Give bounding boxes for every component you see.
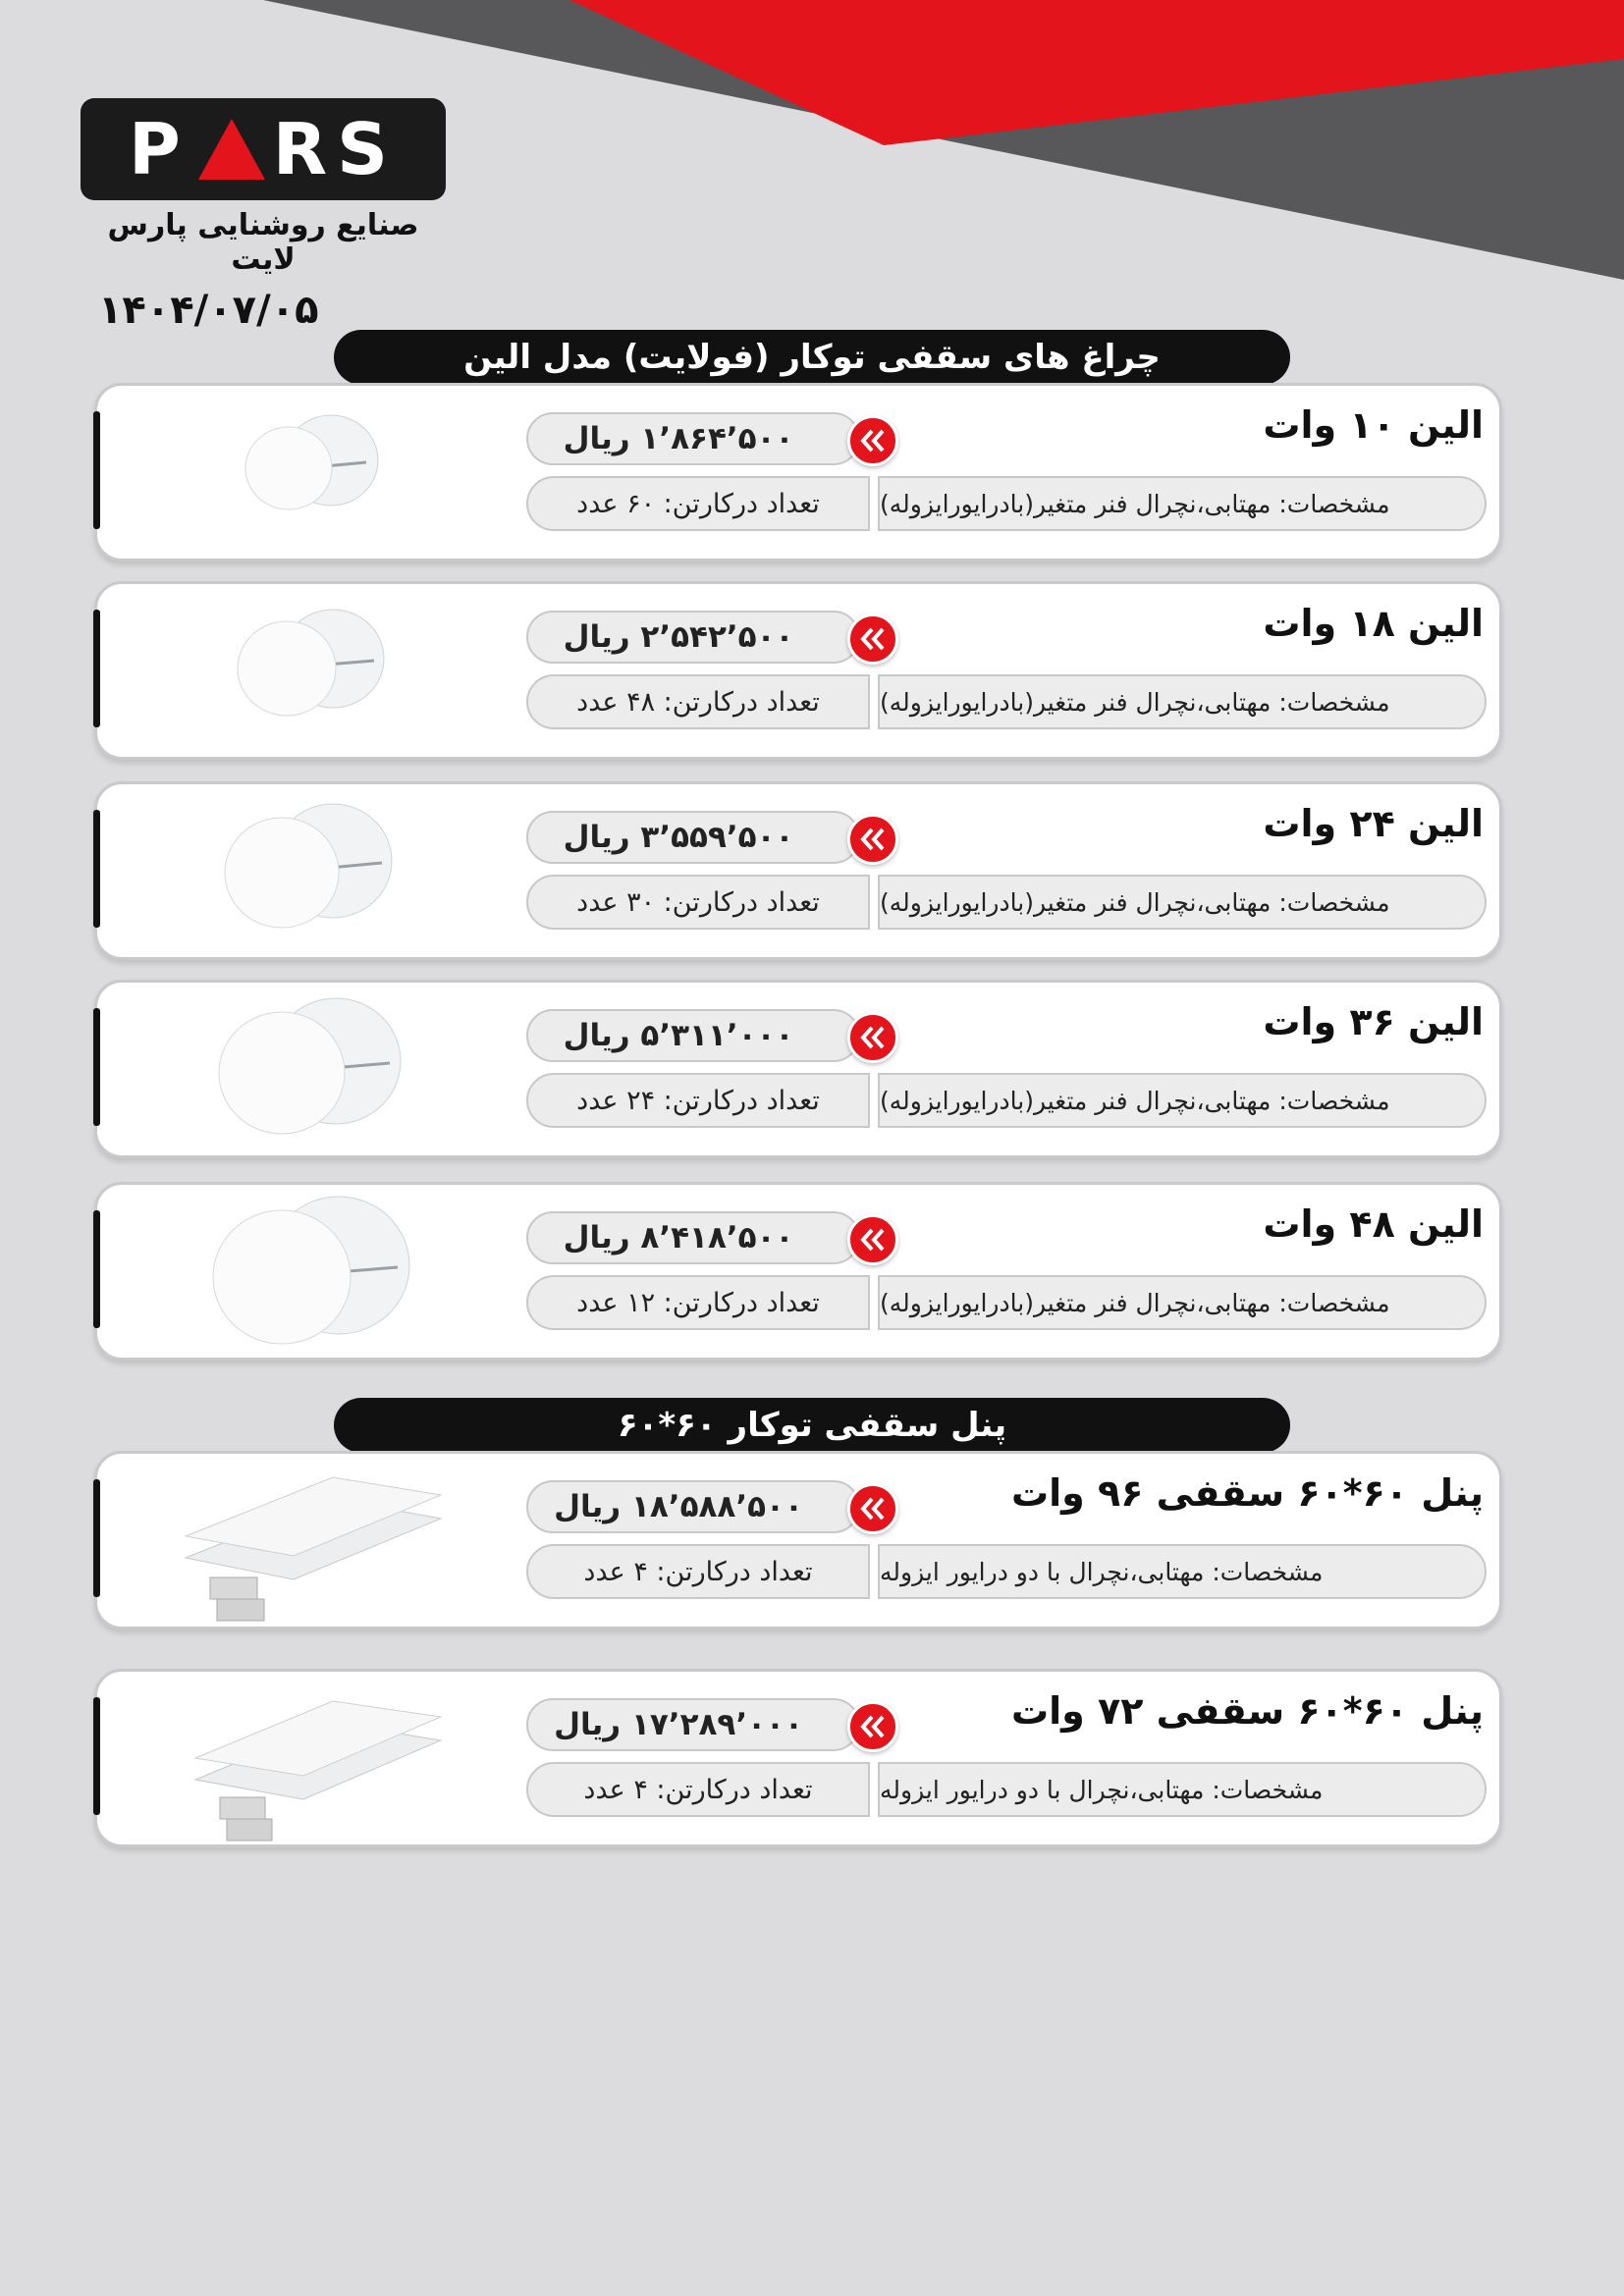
round-panel-light-image — [156, 988, 451, 1155]
double-chevron-icon[interactable] — [847, 1701, 898, 1752]
card-accent-bar — [93, 411, 100, 529]
quantity-per-carton: تعداد درکارتن: ۴۸ عدد — [526, 674, 870, 729]
card-accent-bar — [93, 1479, 100, 1597]
double-chevron-icon[interactable] — [847, 814, 898, 865]
product-card — [94, 1451, 1502, 1629]
price-pill: ۱۷٬۲۸۹٬۰۰۰ ریال — [526, 1698, 860, 1751]
product-name: الین ۱۰ وات — [1263, 403, 1484, 447]
price-pill: ۳٬۵۵۹٬۵۰۰ ریال — [526, 811, 860, 864]
quantity-per-carton: تعداد درکارتن: ۶۰ عدد — [526, 476, 870, 531]
logo-letters-rs: RS — [272, 108, 399, 190]
round-panel-light-image — [156, 590, 451, 757]
price-pill: ۵٬۳۱۱٬۰۰۰ ریال — [526, 1009, 860, 1062]
logo-letter-p: P — [128, 108, 190, 190]
price-pill: ۱۸٬۵۸۸٬۵۰۰ ریال — [526, 1480, 860, 1533]
product-name: الین ۴۸ وات — [1263, 1202, 1484, 1246]
card-accent-bar — [93, 810, 100, 928]
price-pill: ۲٬۵۴۲٬۵۰۰ ریال — [526, 611, 860, 664]
logo-triangle-icon — [198, 119, 265, 180]
quantity-per-carton: تعداد درکارتن: ۴ عدد — [526, 1544, 870, 1599]
product-card — [94, 581, 1502, 760]
quantity-per-carton: تعداد درکارتن: ۴ عدد — [526, 1762, 870, 1817]
product-spec: مشخصات: مهتابی،نچرال فنر متغیر(بادرایورایزوله) — [878, 1275, 1487, 1330]
product-card — [94, 1669, 1502, 1847]
round-panel-light-image — [156, 1191, 451, 1358]
product-spec: مشخصات: مهتابی،نچرال فنر متغیر(بادرایورایزوله) — [878, 1073, 1487, 1128]
double-chevron-icon[interactable] — [847, 415, 898, 466]
quantity-per-carton: تعداد درکارتن: ۳۰ عدد — [526, 875, 870, 930]
product-spec: مشخصات: مهتابی،نچرال فنر متغیر(بادرایورایزوله) — [878, 674, 1487, 729]
product-spec: مشخصات: مهتابی،نچرال با دو درایور ایزوله — [878, 1762, 1487, 1817]
card-accent-bar — [93, 1008, 100, 1126]
product-name: پنل ۶۰*۶۰ سقفی ۹۶ وات — [1010, 1471, 1484, 1515]
section-title-square-panels: پنل سقفی توکار ۶۰*۶۰ — [334, 1398, 1290, 1453]
price-pill: ۱٬۸۶۴٬۵۰۰ ریال — [526, 412, 860, 465]
double-chevron-icon[interactable] — [847, 1483, 898, 1534]
card-accent-bar — [93, 610, 100, 727]
product-name: پنل ۶۰*۶۰ سقفی ۷۲ وات — [1010, 1689, 1484, 1733]
product-card — [94, 383, 1502, 561]
product-name: الین ۳۶ وات — [1263, 1000, 1484, 1043]
card-accent-bar — [93, 1210, 100, 1328]
card-accent-bar — [93, 1697, 100, 1815]
double-chevron-icon[interactable] — [847, 1214, 898, 1265]
price-pill: ۸٬۴۱۸٬۵۰۰ ریال — [526, 1211, 860, 1264]
double-chevron-icon[interactable] — [847, 1012, 898, 1063]
product-card — [94, 980, 1502, 1158]
product-name: الین ۲۴ وات — [1263, 802, 1484, 845]
quantity-per-carton: تعداد درکارتن: ۲۴ عدد — [526, 1073, 870, 1128]
brand-logo — [81, 98, 446, 200]
product-card — [94, 781, 1502, 960]
round-panel-light-image — [156, 790, 451, 957]
square-panel-light-image — [156, 1678, 451, 1844]
product-card — [94, 1182, 1502, 1361]
round-panel-light-image — [156, 392, 451, 559]
double-chevron-icon[interactable] — [847, 614, 898, 665]
price-list-date: ۱۴۰۴/۰۷/۰۵ — [98, 288, 319, 333]
company-name: صنایع روشنایی پارس لایت — [107, 208, 419, 277]
product-name: الین ۱۸ وات — [1263, 602, 1484, 645]
product-spec: مشخصات: مهتابی،نچرال با دو درایور ایزوله — [878, 1544, 1487, 1599]
square-panel-light-image — [156, 1460, 451, 1627]
product-spec: مشخصات: مهتابی،نچرال فنر متغیر(بادرایورایزوله) — [878, 476, 1487, 531]
section-title-round-lights: چراغ های سقفی توکار (فولایت) مدل الین — [334, 330, 1290, 385]
product-spec: مشخصات: مهتابی،نچرال فنر متغیر(بادرایورایزوله) — [878, 875, 1487, 930]
quantity-per-carton: تعداد درکارتن: ۱۲ عدد — [526, 1275, 870, 1330]
